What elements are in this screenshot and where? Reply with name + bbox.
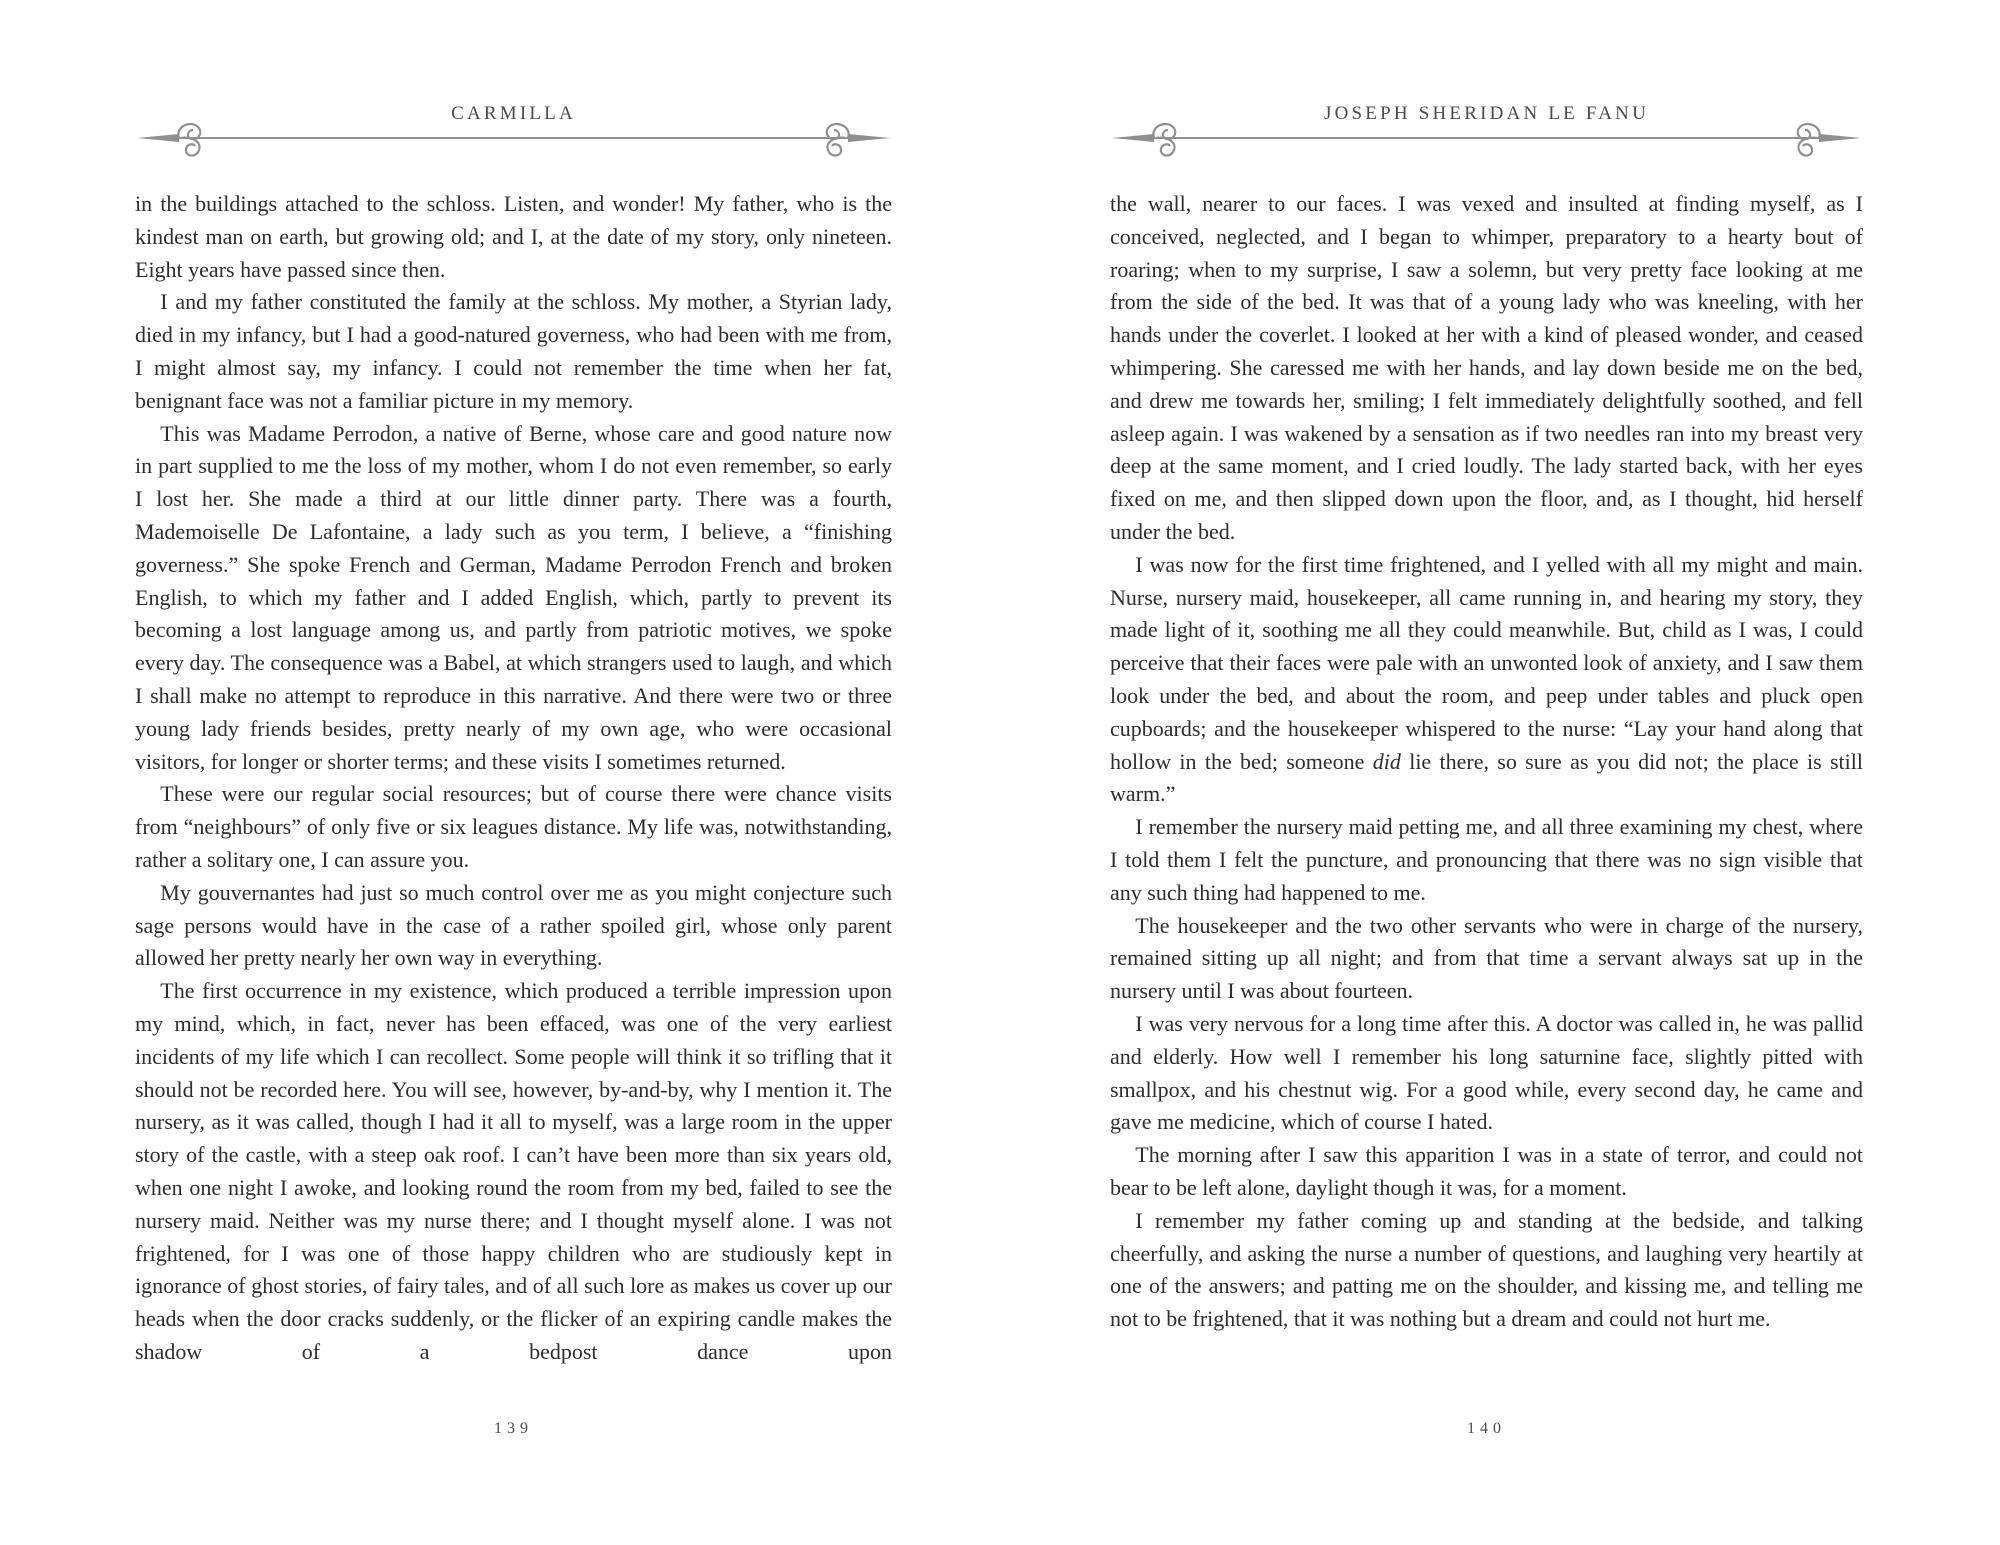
page-text (1110, 188, 1863, 1336)
paragraph: I and my father constituted the family at the schloss. My mother, a Styrian lady, died in my infancy, but I had a good-natured governess, who had been with me from, I might almost say, my infancy. I could not remember the time when her fat, benignant face was not a familiar picture in my memory. (135, 289, 892, 413)
ornamental-divider (135, 116, 892, 160)
paragraph: I remember my father coming up and standing at the bedside, and talking cheerfully, and asking the nurse a number of questions, and laughing very heartily at one of the answers; and patting me on the shoulder, and kissing me, and telling me not to be frightened, that it was nothing but a dream and could not hurt me. (1110, 1207, 1863, 1332)
page-number: 140 (1467, 1420, 1506, 1437)
paragraph: in the buildings attached to the schloss. Listen, and wonder! My father, who is the kindest man on earth, but growing old; and I, at the date of my story, only nineteen. Eight years have passed since then. (135, 191, 892, 282)
paragraph: These were our regular social resources; but of course there were chance visits from “neighbours” of only five or six leagues distance. My life was, notwithstanding, rather a solitary one, I can assure you. (135, 781, 892, 872)
paragraph: the wall, nearer to our faces. I was vexed and insulted at finding myself, as I conceived, neglected, and I began to whimper, preparatory to a hearty bout of roaring; when to my surprise, I saw a solemn, but very pretty face looking at me from the side of the bed. It was that of a young lady who was kneeling, with her hands under the coverlet. I looked at her with a kind of pleased wonder, and ceased whimpering. She caressed me with her hands, and lay down beside me on the bed, and drew me towards her, smiling; I felt immediately delightfully soothed, and fell asleep again. I was wakened by a sensation as if two needles ran into my breast very deep at the same moment, and I cried loudly. The lady started back, with her eyes fixed on me, and then slipped down upon the floor, and, as I thought, hid herself under the bed. (1110, 191, 1863, 544)
ornamental-divider (1110, 116, 1863, 160)
paragraph: I was very nervous for a long time after this. A doctor was called in, he was pallid and elderly. How well I remember his long saturnine face, slightly pitted with smallpox, and his chestnut wig. For a good while, every second day, he came and gave me medicine, which of course I hated. (1110, 1010, 1863, 1135)
paragraph: The first occurrence in my existence, which produced a terrible impression upon my mind, which, in fact, never has been effaced, was one of the very earliest incidents of my life which I can recollect. Some people will think it so trifling that it should not be recorded here. You will see, however, by-and-by, why I mention it. The nursery, as it was called, though I had it all to myself, was a large room in the upper story of the castle, with a steep oak roof. I can’t have been more than six years old, when one night I awoke, and looking round the room from my bed, failed to see the nursery maid. Neither was my nurse there; and I thought myself alone. I was not frightened, for I was one of those happy children who are studiously kept in ignorance of ghost stories, of fairy tales, and of all such lore as makes us cover up our heads when the door cracks suddenly, or the flicker of an expiring candle makes the shadow of a bedpost dance upon (135, 978, 892, 1364)
paragraph: The morning after I saw this apparition I was in a state of terror, and could not bear to be left alone, daylight though it was, for a moment. (1110, 1142, 1863, 1200)
paragraph: I was now for the first time frightened, and I yelled with all my might and main. Nurse, nursery maid, housekeeper, all came running in, and hearing my story, they made light of it, soothing me all they could meanwhile. But, child as I was, I could perceive that their faces were pale with an unwonted look of anxiety, and I saw them look under the bed, and about the room, and peep under tables and pluck open cupboards; and the housekeeper whispered to the nurse: “Lay your hand along that hollow in the bed; someone did lie there, so sure as you did not; the place is still warm.” (1110, 551, 1863, 807)
page-number: 139 (494, 1420, 533, 1437)
paragraph: The housekeeper and the two other servants who were in charge of the nursery, remained sitting up all night; and from that time a servant always sat up in the nursery until I was about fourteen. (1110, 912, 1863, 1004)
scroll-ornament-icon (1798, 124, 1861, 156)
paragraph: My gouvernantes had just so much control over me as you might conjecture such sage persons would have in the case of a rather spoiled girl, whose only parent allowed her pretty nearly her own way in everything. (135, 879, 892, 971)
scroll-ornament-icon (827, 124, 890, 156)
right-page (1110, 0, 1863, 1545)
left-page (135, 0, 892, 1545)
paragraph: I remember the nursery maid petting me, and all three examining my chest, where I told them I felt the puncture, and pronouncing that there was no sign visible that any such thing had happened to me. (1110, 814, 1863, 905)
page-text (135, 188, 892, 1369)
running-header-title: CARMILLA (451, 103, 576, 124)
scroll-ornament-icon (1112, 124, 1175, 156)
scroll-ornament-icon (137, 124, 200, 156)
paragraph: This was Madame Perrodon, a native of Berne, whose care and good nature now in part supplied to me the loss of my mother, whom I do not even remember, so early I lost her. She made a third at our little dinner party. There was a fourth, Mademoiselle De Lafontaine, a lady such as you term, I believe, a “finishing governess.” She spoke French and German, Madame Perrodon French and broken English, to which my father and I added English, which, partly to prevent its becoming a lost language among us, and partly from patriotic motives, we spoke every day. The consequence was a Babel, at which strangers used to laugh, and which I shall make no attempt to reproduce in this narrative. And there were two or three young lady friends besides, pretty nearly of my own age, who were occasional visitors, for longer or shorter terms; and these visits I sometimes returned. (135, 420, 892, 774)
running-header-author: JOSEPH SHERIDAN LE FANU (1323, 103, 1650, 124)
